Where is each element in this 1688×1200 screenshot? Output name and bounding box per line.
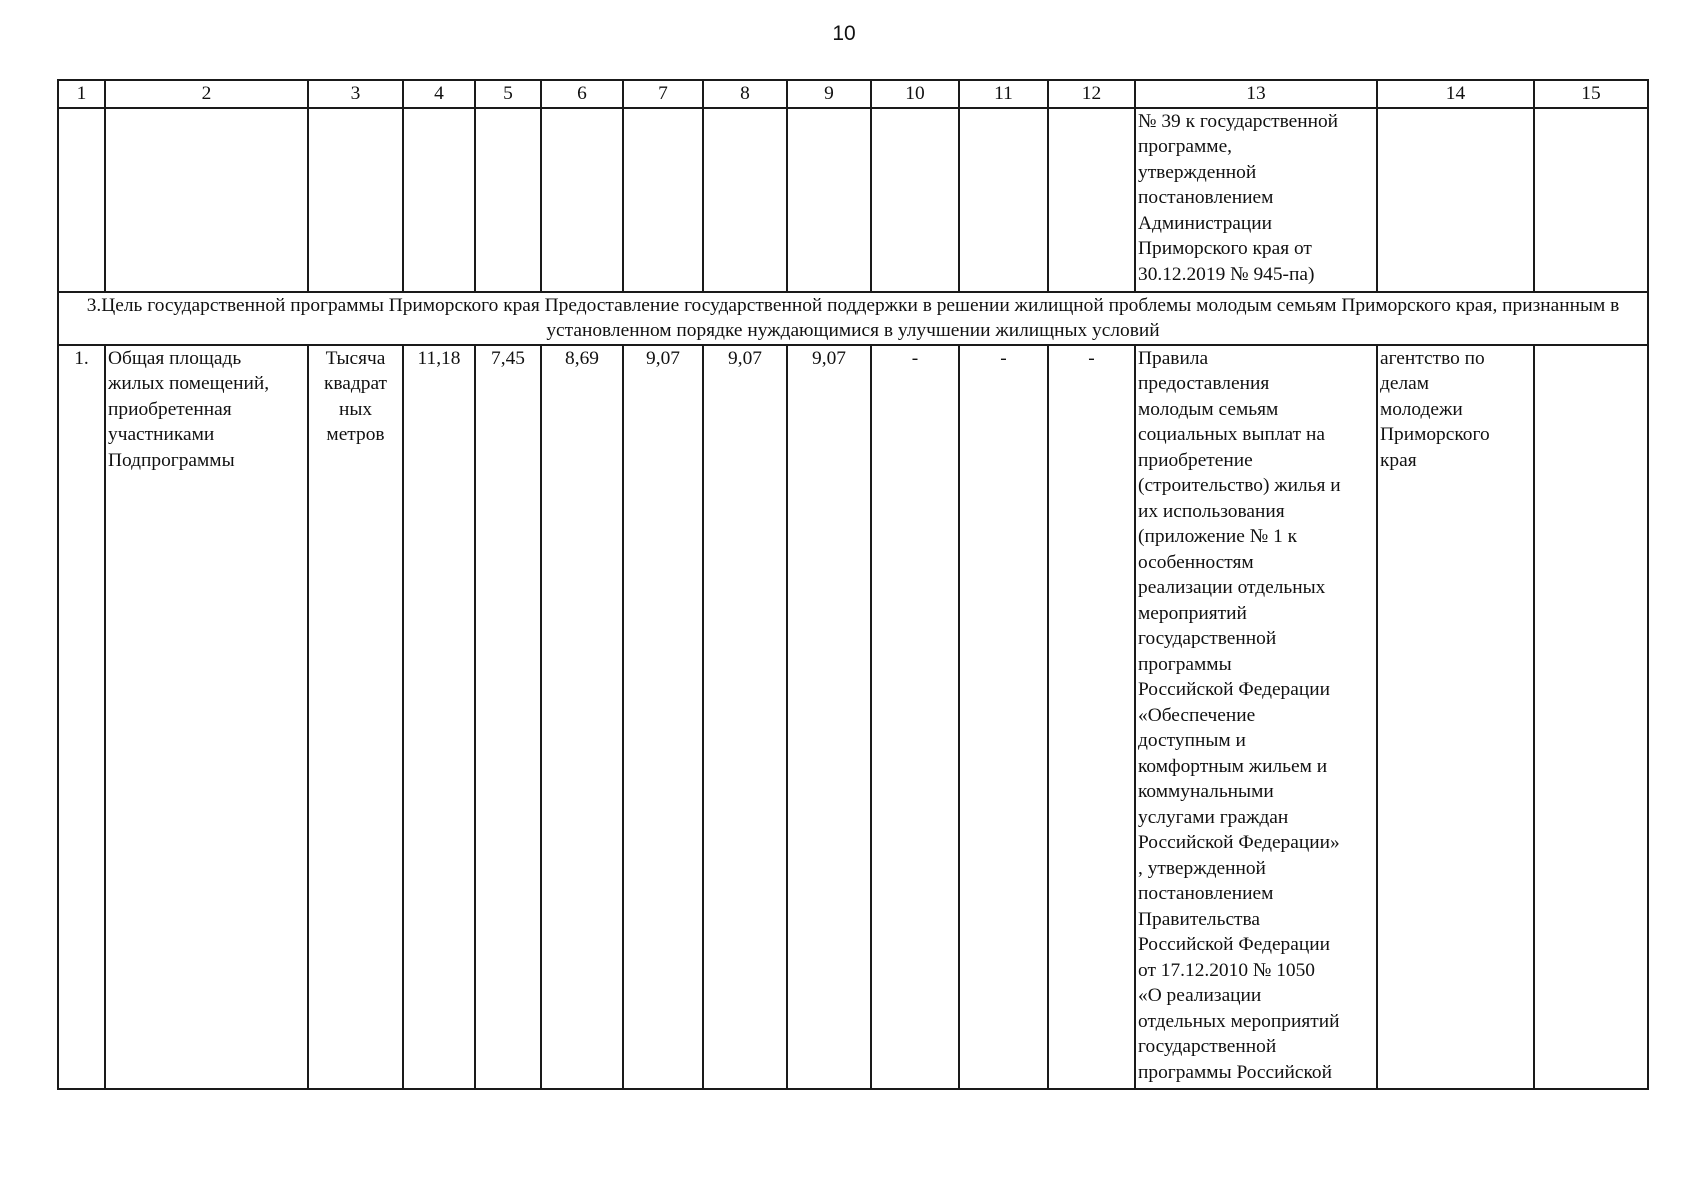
value-cell: 9,07: [703, 345, 787, 1089]
table-cell: [105, 108, 308, 292]
value-cell: 9,07: [787, 345, 871, 1089]
continuation-row: [58, 108, 1648, 292]
continuation-basis-text: № 39 к государственной программе, утвержденной постановлением Администрации Приморского края от 30.12.2019 № 945-па): [1135, 108, 1377, 292]
value-cell: 9,07: [623, 345, 703, 1089]
table-cell: [308, 108, 403, 292]
goal-text: 3.Цель государственной программы Приморского края Предоставление государственной поддержки в решении жилищной проблемы молодым семьям Приморского края, признанным в установленном порядке нуждающимися в улучшении жилищных условий: [58, 292, 1648, 345]
table-cell: [475, 108, 541, 292]
column-number: 9: [787, 80, 871, 108]
value-cell: 8,69: [541, 345, 623, 1089]
table-cell: [703, 108, 787, 292]
column-number: 5: [475, 80, 541, 108]
responsible-body: агентство по делам молодежи Приморского края: [1377, 345, 1534, 1089]
column-number: 13: [1135, 80, 1377, 108]
table-cell: [1377, 108, 1534, 292]
column-number: 7: [623, 80, 703, 108]
page-number: 10: [832, 22, 856, 45]
indicator-name: Общая площадь жилых помещений, приобретенная участниками Подпрограммы: [105, 345, 308, 1089]
table-cell: [623, 108, 703, 292]
table-cell: [871, 108, 959, 292]
value-cell: -: [959, 345, 1048, 1089]
column-number: 2: [105, 80, 308, 108]
table-cell: [403, 108, 475, 292]
table-cell: [58, 108, 105, 292]
column-number: 8: [703, 80, 787, 108]
table-cell: [959, 108, 1048, 292]
value-cell: 11,18: [403, 345, 475, 1089]
column-number: 6: [541, 80, 623, 108]
table-row: [58, 345, 1648, 1089]
value-cell: 7,45: [475, 345, 541, 1089]
table-cell: [1534, 345, 1648, 1089]
value-cell: -: [871, 345, 959, 1089]
basis-text: Правила предоставления молодым семьям социальных выплат на приобретение (строительство) жилья и их использования (приложение № 1 к особенностям реализации отдельных мероприятий государственной программы Российской Федерации «Обеспечение доступным и комфортным жильем и коммунальными услугами граждан Российской Федерации» , утвержденной постановлением Правительства Российской Федерации от 17.12.2010 № 1050 «О реализации отдельных мероприятий государственной программы Российской: [1135, 345, 1377, 1089]
column-number: 11: [959, 80, 1048, 108]
column-number: 3: [308, 80, 403, 108]
column-number: 4: [403, 80, 475, 108]
goal-row: [58, 292, 1648, 345]
indicators-table: [57, 79, 1649, 1090]
unit-of-measure: Тысяча квадрат ных метров: [308, 345, 403, 1089]
column-number: 1: [58, 80, 105, 108]
table-cell: [1048, 108, 1135, 292]
table-cell: [541, 108, 623, 292]
table-cell: [1534, 108, 1648, 292]
table-cell: [787, 108, 871, 292]
column-number-row: [58, 80, 1648, 108]
column-number: 14: [1377, 80, 1534, 108]
column-number: 15: [1534, 80, 1648, 108]
column-number: 10: [871, 80, 959, 108]
column-number: 12: [1048, 80, 1135, 108]
value-cell: -: [1048, 345, 1135, 1089]
row-number: 1.: [58, 345, 105, 1089]
